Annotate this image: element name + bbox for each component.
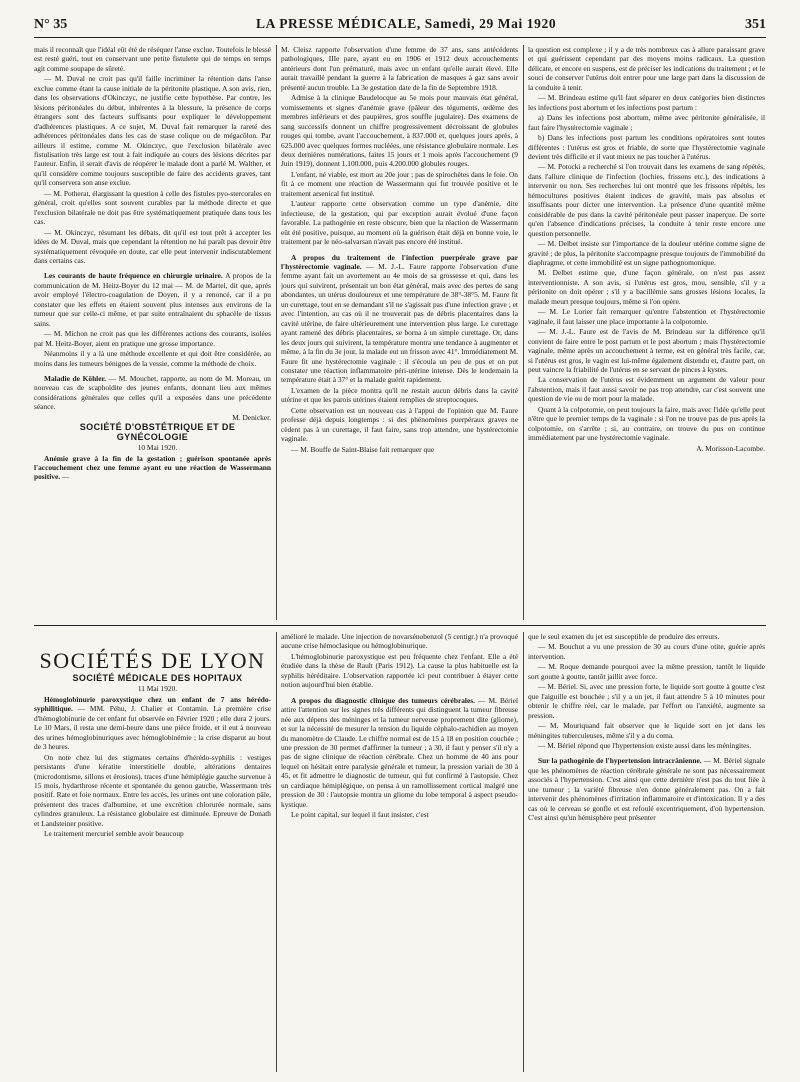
- paragraph: — M. J.-L. Faure est de l'avis de M. Brindeau sur la différence qu'il convient de faire entre le post partum et le post abortum ; mais l'hystérectomie vaginale, même après un accouchement à terme, est en général très facile, car, si l'utérus est gros, le vagin est lui-même également distendu et, d'autre part, on peut vaincre la friabilité de l'utérus en se servant de pinces à kystes.: [528, 327, 765, 374]
- paragraph: Quant à la colpotomie, on peut toujours la faire, mais avec l'idée qu'elle peut n'être que le premier temps de la vaginale : si l'on ne trouve pas de pus après la colpotomie, on s'arrête ; si, au contraire, on trouve du pus on continue immédiatement par une hystérectomie vaginale.: [528, 404, 765, 443]
- paragraph: [34, 374, 271, 412]
- top-column-2: [281, 45, 518, 620]
- paragraph-heading: Hémoglobinurie paroxystique chez un enfant de 7 ans hérédo-syphilitique.: [34, 694, 271, 714]
- page-header: [34, 16, 766, 36]
- section-date: 11 Mai 1920.: [137, 684, 178, 694]
- paragraph: b) Dans les infections post partum les conditions opératoires sont toutes différentes : l'utérus est gros et friable, de sorte que l'hystérectomie vaginale devient très difficile et il vaut mieux ne pas toucher à l'utérus.: [528, 133, 765, 161]
- paragraph: Admise à la clinique Baudelocque au 5e mois pour mauvais état général, vomissements et signes d'anémie grave (pâleur des téguments, œdème des membres inférieurs et des paupières, gros souffle jugulaire). Des examens de sang successifs donnent un chiffre progressivement décroissant de globules rouges qui tombe, avant l'accouchement, à 837.000 et, quelques jours après, à 625.000 avec quelques formes nucléées, une résistance globulaire normale. Les deux dernières numérations, faites 15 jours et 1 mois après l'accouchement (9 Juin 1919), donnent 1.100.000, puis 4.200.000 globules rouges.: [281, 93, 518, 169]
- paragraph: — M. Brindeau estime qu'il faut séparer en deux catégories bien distinctes les infections post abortum et les infections post partum :: [528, 93, 765, 112]
- page-number: 351: [745, 17, 766, 32]
- paragraph: — M. Potherat, élargissant la question à celle des fistules pyo-stercorales en général, croit qu'elles sont souvent curables par la méthode directe et que l'exclusion bilatérale ne doit pas être systématiquement pratiquée dans tous les cas.: [34, 188, 271, 227]
- paragraph: — M. Potocki a recherché si l'on trouvait dans les examens de sang répétés, dans l'allure clinique de l'infection (lochies, frissons etc.), des indications à intervenir ou non. Ses recherches lui ont montré que les frissons répétés, les hémocultures positives étaient indices de gravité, mais pas absolus et insuffisants pour dicter une intervention. La présence d'une quantité même considérable de pus dans la cavité péritonéale peut passer inaperçue. De sorte qu'en l'absence d'indications précises, la conduite à tenir reste encore une question personnelle.: [528, 162, 765, 238]
- paragraph: mais il reconnaît que l'idéal eût été de réséquer l'anse exclue. Toutefois le blessé est resté guéri, tout en conservant une petite fistulette qui de temps en temps agit comme soupape de sûreté.: [34, 45, 271, 73]
- paragraph-text: — M. Bériel attire l'attention sur les signes très différents qui distinguent la tumeur fibreuse née aux dépens des méninges et la tumeur nerveuse proprement dite (gliome), et sur la nécessité de mesurer la tension du liquide céphalo-rachidien au moyen du manomètre de Claude. Le chiffre normal est de 15 à 18 en position couchée ; une pression de 30 permet d'affirmer la tumeur ; à 30, il faut y penser s'il n'y a pas de signe clinique de réaction cérébrale. Chez un homme de 40 ans pour lequel on hésitait entre paralysie générale et tumeur, la pression variait de 30 à 45, et fit admettre le diagnostic de tumeur, qui fut confirmé à l'autopsie. Chez un cardiaque hémiplégique, on pensa à un ramollissement cortical malgré une pression de 30 : l'autopsie montra un gliome du lobe temporal à aspect pseudo-kystique.: [281, 695, 518, 809]
- paragraph-text: A propos de la communication de M. Heitz-Boyer du 12 mai — M. de Martel, dit que, après avoir employé l'électro-coagulation de Doyen, il y a renoncé, car il a pu constater que les effets en étaient souvent plus intenses aux environs de la tumeur que sur celle-ci même, et par suite entraînaient du sphacèle de tissus sains.: [34, 271, 271, 328]
- column-divider: [523, 632, 524, 1072]
- bottom-column-1: [34, 632, 271, 1072]
- paragraph: L'auteur rapporte cette observation comme un type d'anémie, dite infectieuse, de la gestation, qui par exception aurait évolué d'une façon favorable. La pathogénie en reste obscure, bien que la réaction de Wassermann eût été positive, puisque, au moment où la guérison était déjà en bonne voie, le traitement par le néo-salvarsan n'avait pas encore été institué.: [281, 199, 518, 247]
- journal-title: LA PRESSE MÉDICALE, Samedi, 29 Mai 1920: [256, 16, 557, 31]
- top-columns: [34, 45, 766, 620]
- paragraph: — M. Michon ne croit pas que les différentes actions des courants, isolées par M. Heitz-Boyer, aient en pratique une grosse importance.: [34, 329, 271, 348]
- paragraph-heading: Sur la pathogénie de l'hypertension intracrânienne.: [538, 756, 702, 766]
- paragraph: Le traitement mercuriel semble avoir beaucoup: [44, 829, 184, 839]
- paragraph: On note chez lui des stigmates certains d'hérédo-syphilis : vestiges persistants d'une kératite interstitielle double, altérations dentaires (microdontisme, sillons et érosions), traces d'une hémiplégie gauche survenue à 15 mois, hydarthrose récente et spontanée du genou gauche, Wassermann très positif. Rate et foie normaux. Entre les accès, les urines ont une coloration pâle, présentent des traces d'albumine, et une excrétion chlorurée normale, sans cylindres granuleux. La résistance globulaire est diminuée. Epreuve de Donath et Landsteiner positive.: [34, 752, 271, 828]
- paragraph: [281, 253, 518, 385]
- paragraph: — M. Bériel répond que l'hypertension existe aussi dans les méningites.: [538, 740, 752, 750]
- paragraph: — M. Okinczyc, résumant les débats, dit qu'il est tout prêt à accepter les idées de M. Duval, mais que cependant la rétention ne lui paraît pas devoir être systématiquement révoquée en doute, car elle peut intervenir indiscutablement dans certains cas.: [34, 227, 271, 265]
- paragraph-heading: Les courants de haute fréquence en chirurgie urinaire.: [44, 271, 223, 281]
- paragraph: [34, 695, 271, 752]
- paragraph-heading: A propos du diagnostic clinique des tumeurs cérébrales.: [291, 695, 475, 705]
- paragraph: — M. Delbet insiste sur l'importance de la douleur utérine comme signe de gravité ; de plus, la péritonite s'accompagne presque toujours de l'immobilité du diaphragme, et cette immobilité est un signe pathognomonique.: [528, 239, 765, 267]
- paragraph: L'examen de la pièce montra qu'il ne restait aucun débris dans la cavité utérine et que les parois utérines étaient remplies de streptocoques.: [281, 385, 518, 405]
- section-title-lyon: SOCIÉTÉS DE LYON: [39, 648, 266, 673]
- paragraph: [528, 756, 765, 822]
- header-rule: [34, 37, 766, 38]
- paragraph-heading: Anémie grave à la fin de la gestation ; guérison spontanée après l'accouchement chez une femme ayant eu une réaction de Wassermann positive.: [34, 453, 271, 482]
- top-column-3: [528, 45, 765, 620]
- section-date: 10 Mai 1920.: [137, 443, 178, 453]
- paragraph: La conservation de l'utérus est évidemment un argument de valeur pour l'abstention, mais il faut aussi savoir ne pas trop attendre, car c'est souvent une question de vie ou de mort pour la malade.: [528, 375, 765, 404]
- author-signature: M. Denicker.: [232, 412, 271, 422]
- paragraph: — M. Bériel. Si, avec une pression forte, le liquide sort goutte à goutte c'est que l'aiguille est bouchée ; s'il y a un jet, il faut attendre 5 à 10 minutes pour obtenir le chiffre réel, car le malade, par l'effort ou l'anxiété, augmente sa pression.: [528, 682, 765, 720]
- bottom-column-2: [281, 632, 518, 1072]
- paragraph: a) Dans les infections post abortum, même avec péritonite généralisée, il faut faire l'hystérectomie vaginale ;: [528, 113, 765, 132]
- paragraph: M. Delbet estime que, d'une façon générale, on n'est pas assez interventionniste. A son avis, si l'utérus est gros, mou, sensible, s'il y a péritonite on doit opérer ; s'il y a bacillémie sans grosses lésions locales, la malade meurt presque toujours, même si l'on opère.: [528, 268, 765, 306]
- paragraph: [34, 271, 271, 328]
- paragraph: que le seul examen du jet est susceptible de produire des erreurs.: [528, 632, 720, 641]
- paragraph: — M. Bouffe de Saint-Blaise fait remarquer que: [291, 444, 435, 454]
- paragraph-text: — M. J.-L. Faure rapporte l'observation d'une femme ayant fait un avortement au 4e mois de sa grossesse et qui, dans les jours qui suivirent, présentait un bon état général, mais avec des pertes de sang abondantes, un utérus douloureux et une température de 38°-38°5. M. Faure fit un curettage, tout en se demandant s'il ne s'agissait pas d'une infection grave ; et avec l'intention, au cas où il ne trouverait pas de débris placentaires dans la cavité utérine, de faire ultérieurement une intervention plus large. Le curettage ayant ramené des débris placentaires, se borna à un simple curettage. Or, dans les deux jours qui suivirent, la température montra une tendance à augmenter et même, à la fin du 3e jour, la malade eut un frisson avec 41°. Immédiatement M. Faure fit une hystérectomie vaginale : il s'écoula un peu de pus et on put constater une réaction inflammatoire péri-utérine intense. Dès le lendemain la température était à 37° et la malade guérit rapidement.: [281, 261, 518, 385]
- issue-number: N° 35: [34, 17, 68, 32]
- paragraph: Cette observation est un nouveau cas à l'appui de l'opinion que M. Faure professe déjà depuis longtemps : si des phénomènes puerpéraux graves ne cèdent pas à un curettage, il faut faire, sans trop attendre, une hystérectomie vaginale.: [281, 405, 518, 444]
- paragraph: — M. Bouchut a vu une pression de 30 au cours d'une otite, guérie après intervention.: [528, 642, 765, 661]
- top-column-1: [34, 45, 271, 620]
- paragraph: Néanmoins il y a là une méthode excellente et qui doit être considérée, au moins dans les tumeurs bénignes de la vessie, comme la méthode de choix.: [34, 349, 271, 368]
- section-heading: SOCIÉTÉ D'OBSTÉTRIQUE ET DE GYNÉCOLOGIE: [79, 422, 236, 442]
- column-divider: [276, 632, 277, 1072]
- paragraph: [281, 696, 518, 809]
- section-rule: [34, 625, 766, 626]
- column-divider: [523, 45, 524, 620]
- paragraph-text: — M. Mouchet, rapporte, au nom de M. Moreau, un nouveau cas de scaphoïdite des jeunes enfants, donnant lieu aux mêmes considérations générales que celles qu'il a exposées dans une précédente séance.: [34, 373, 271, 412]
- section-heading: SOCIÉTÉ MÉDICALE DES HOPITAUX: [72, 673, 243, 683]
- paragraph: L'enfant, né viable, est mort au 20e jour ; pas de spirochètes dans le foie. On fit à ce moment une réaction de Wassermann qui fut trouvée positive et le traitement arsenical fut institué.: [281, 169, 518, 198]
- paragraph: — M. Mouriquand fait observer que le liquide sort en jet dans les méningites tuberculeuses, même s'il y a du coma.: [528, 721, 765, 740]
- paragraph: L'hémoglobinurie paroxystique est peu fréquente chez l'enfant. Elle a été étudiée dans la thèse de Rault (Paris 1912). La cause la plus habituelle est la syphilis héréditaire. L'observation rapportée ici peut contribuer à étayer cette notion aujourd'hui bien établie.: [281, 651, 518, 690]
- author-signature: A. Morisson-Lacombe.: [696, 443, 765, 453]
- paragraph: la question est complexe ; il y a de très nombreux cas à allure paraissant grave et qui guérissent cependant par des moyens moins radicaux. La question délicate, et encore en suspens, est de préciser les indications du traitement ; et le souci de conserver l'utérus doit entrer pour une large part dans la discussion de la conduite à tenir.: [528, 45, 765, 92]
- paragraph-text: — M. Bériel signale que les phénomènes de réaction cérébrale générale ne sont pas nécessairement associés à l'hypertension. C'est ainsi que cette dernière n'est pas du tout liée à une tumeur ; la variété fibreuse n'en donne généralement pas. On a fait intervenir des phénomènes d'irritation inflammatoire et d'intoxication. Il y a des cas où le cerveau se gonfle et est refoulé excentriquement, d'où hypertension. C'est ainsi qu'un hémisphère peut présenter: [528, 756, 765, 823]
- paragraph: [34, 454, 271, 482]
- paragraph: — M. Le Lorier fait remarquer qu'entre l'abstention et l'hystérectomie vaginale, il faut laisser une place importante à la colpotomie.: [528, 307, 765, 326]
- paragraph-heading: Maladie de Köhler.: [44, 373, 106, 383]
- paragraph-heading: A propos du traitement de l'infection puerpérale grave par l'hystérectomie vaginale.: [281, 252, 518, 271]
- paragraph: — M. Duval ne croit pas qu'il faille incriminer la rétention dans l'anse exclue comme étant la cause initiale de la péritonite plastique. A son avis, rien, dans les observations d'Okinczyc, ne justifie cette hypothèse. Par contre, les lésions péritonéales du début, inhérentes à la blessure, la présence de corps étrangers sont des facteurs suffisants pour expliquer le développement d'adhérences plastiques. A ce sujet, M. Duval fait remarquer la rareté des adhérences péritonéales dans les cas de stase colique ou de mégacôlon. Par ailleurs il estime, comme M. Okinczyc, que l'exclusion bilatérale avec fistulisation très large est tout à fait indiquée au cours des lésions décrites par l'auteur. Enfin, il serait d'avis de réopérer le malade dont a parlé M. Walther, et qu'il considère comme toujours susceptible de faire des accidents graves, tant qu'il conservera son anse exclue.: [34, 74, 271, 188]
- bottom-column-3: [528, 632, 765, 1072]
- paragraph: Le point capital, sur lequel il faut insister, c'est: [291, 810, 429, 820]
- paragraph-text: —: [60, 472, 70, 482]
- paragraph: — M. Roque demande pourquoi avec la même pression, tantôt le liquide sort goutte à goutte, tantôt jaillit avec force.: [528, 662, 765, 681]
- paragraph: M. Cleisz rapporte l'observation d'une femme de 37 ans, sans antécédents pathologiques, IIIe pare, ayant eu en 1906 et 1912 deux accouchements antérieurs dont l'un prématuré, mais avec un enfant qu'elle aurait élevé. Elle aurait travaillé pendant la guerre à la fabrication de masques à gaz sans avoir présenté aucun trouble. La 3e gestation date de la fin de Septembre 1918.: [281, 45, 518, 92]
- paragraph: amélioré le malade. Une injection de novarsénobenzol (5 centigr.) n'a provoqué aucune crise hémoclasique ou hémoglobinurique.: [281, 632, 518, 651]
- paragraph-text: — MM. Péhu, J. Chalier et Contamin. La première crise d'hémoglobinurie de cet enfant fut observée en Février 1920 ; elle dura 2 jours. Le 10 Mars, il resta une demi-heure dans une pièce froide, et il eut à nouveau des urines hémoglobinuriques avec hémoglobinémie ; la crise disparut au bout de 3 heures.: [34, 704, 271, 752]
- column-divider: [276, 45, 277, 620]
- bottom-columns: [34, 632, 766, 1072]
